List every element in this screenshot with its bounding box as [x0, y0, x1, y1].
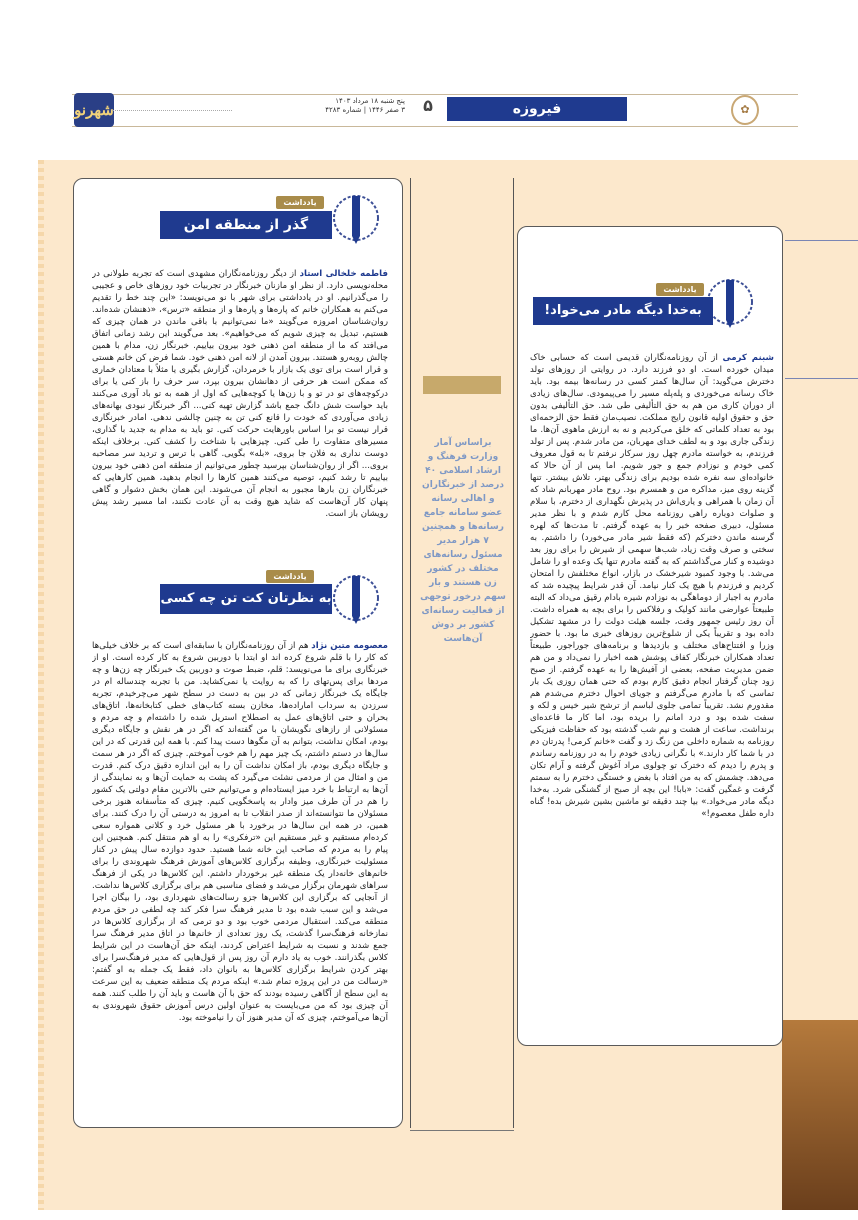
quote-decoration: [423, 376, 501, 394]
article-2-body: [92, 640, 388, 1114]
decorative-rule: [785, 240, 858, 241]
header-dots: [112, 110, 232, 111]
sidebar-quote: براساس آمار وزارت فرهنگ و ارشاد اسلامی ۴۰ درصد از خبرنگاران و اهالی رسانه عضو سامانه جامع رسانه‌ها و همچنین ۷ هزار مدیر مسئول رسانه‌های مختلف در کشور زن هستند و بار سهم درخور توجهی از فعالیت رسانه‌ای کشور بر دوش آن‌هاست: [420, 438, 506, 644]
header-top-rule: [72, 94, 798, 95]
article-1-title: گذر از منطقه امن: [160, 211, 332, 239]
section-title: فیروزه: [447, 97, 627, 121]
article-2-tag: یادداشت: [266, 570, 314, 583]
date-line-2: ۳ صفر ۱۴۴۶ | شماره ۴۲۸۳: [325, 106, 405, 114]
section-emblem-icon: ✿: [731, 95, 759, 125]
page-number: ۵: [423, 96, 433, 115]
header-bottom-rule: [72, 126, 798, 127]
column-divider: [513, 178, 514, 1128]
article-1-tag: یادداشت: [276, 196, 324, 209]
article-2-author: معصومه متین نژاد: [311, 641, 388, 651]
pen-ornament-icon: [332, 568, 380, 628]
article-1-author: فاطمه خلخالی استاد: [299, 269, 388, 279]
column-divider: [410, 178, 411, 1128]
decorative-stripe: [38, 160, 44, 1210]
article-2-text: هم از آن روزنامه‌نگاران با سابقه‌ای است که بر خلاف خیلی‌ها که کار را با قلم شروع کرده اند او ابتدا با دوربین شروع به کار کرده است. او از خبرنگاری برای ما می‌نویسد: قلم، ضبط صوت و دوربین یک خبرنگار چه زن‌ها و چه مردها برای پس‌تهای را که به روایت یا نمی‌کشاید. من با تجربه چندساله ام در جایگاه یک خبرنگار زمانی که در بین به دست در سطح شهر می‌چرخیدم، تجربه سرزدن به سرداب اماراده‌ها، مخازن بسته کتاب‌های خطی کتابخانه‌ها، اتاق‌های بحران و حتی اتاق‌های عمل به اصطلاح استریل شده را داشته‌ام و چه مردم و مسئولانی از رازهای نگویشان با من گفته‌اند که اگر در هر نقش و جایگاه دیگری بودم، امکان نداشت، بتوانم به آن مگوها دست پیدا کنم. با همه این قدرتی که در این سال‌ها در دستم داشتم، یک چیز مهم را هم خوب آموختم. چیزی که اگر در هر سمت و جایگاه دیگری بودم، باز امکان نداشت آن را به این اندازه دقیق درک کنم. قدرت من و امثال من از مردمی نشئت می‌گیرد که پشت به حمایت آن‌ها و به نمایندگی از آن‌ها به ارتباط با خرد میز ایستاده‌ام و می‌توانیم حتی بالاترین مقام دولتی یک کشور را هم در آن طرف میز وادار به پاسخگویی کنیم. چیزی که متأسفانه هنوز برخی مسئولان ما نتوانسته‌اند از صدر انقلاب تا به امروز به درستی آن را درک کنند. برای همین، در همه این سال‌ها در برخورد با هر مسئول خرد و کلانی همواره سعی کرده‌ام مستقیم و غیر مستقیم این «ترفکری» را به او هم منتقل کنم. همچنین این پیام را به مردم که صاحب این خانه شما هستید. حدود دوازده سال پیش در کنار مسئولیت خبرنگاری، وظیفه برگزاری کلاس‌های آموزش فرهنگ شهروندی را برای خانم‌های خانه‌دار یک منطقه غیر برخوردار داشتم. این کلاس‌ها در یکی از فرهنگ سراهای شهرمان برگزار می‌شد و فضای مناسبی هم برای برگزاری کلاس‌ها نداشت. از آنجایی که برگزاری این کلاس‌ها جزو رسالت‌های شهرداری بود، را بیگان اجرا می‌شد و این سبب شده بود تا مدیر فرهنگ سرا فکر کند چه لطفی در حق مردم منطقه می‌کند. استقبال مردمی خوب بود و دو ترمی که از برگزاری کلاس‌ها در نمازخانه فرهنگ‌سرا گذشت، یک روز تعدادی از خانم‌ها در اتاق مدیر فرهنگ سرا جمع شدند و نسبت به شرایط اعتراض کردند، اینکه حق آن‌هاست در این شرایط کلاس بگذرانند. خوب به یاد دارم آن روز پس از قول‌هایی که مدیر فرهنگ‌سرا برای بهتر کردن شرایط برگزاری کلاس‌ها به بانوان داد، فقط یک جمله به او گفتم: «رسالت من در این پروژه تمام شد.» اینکه مردم یک منطقه ضعیف به این سرعت به این سطح از آگاهی رسیده بودند که حق با آن هاست و باید آن را طلب کنند. همه آن چیزی بود که من می‌بایست به عنوان اولین درس آموزش حقوق شهروندی به آن‌ها می‌آموختم، چیزی که آن مدیر هنوز آن را نیاموخته بود.: [92, 641, 388, 1023]
column-bottom-rule: [410, 1130, 514, 1131]
article-3-tag: یادداشت: [656, 283, 704, 296]
article-1-body: [92, 268, 388, 552]
article-3-author: شبنم کرمی: [722, 353, 774, 363]
article-2-title: به نظرتان کت تن چه کسی است؟: [160, 584, 332, 614]
decorative-rule: [785, 378, 858, 379]
newspaper-logo: شهرنو: [74, 93, 114, 127]
article-3-text: از آن روزنامه‌نگاران قدیمی است که حسابی خاک میدان خورده است. او دو فرزند دارد. در روایتی از روزهای تولد دخترش می‌گوید: آن سال‌ها کمتر کسی در رسانه‌ها بیمه بود. باید خاک رسانه می‌خوردی و پله‌پله مسیر را می‌پیمودی. سال‌های زیادی از دوران کاری من هم به حق التألیفی طی شد. حق التألیفی بدون حق و حقوق اولیه قانون رایج مملکت. نصیب‌مان فقط حق الزحمه‌ای بود به تعداد کلماتی که خلق می‌کردیم و نه به ارزش ماهوی آن‌ها. ما زندگی جاری بود و به لطف خدای مهربان، من مادر شدم. پس از تولد فرزندم، به خواسته مادرم چهل روز سرکار نرفتم تا به قول معروف کمی خودم و نوزادم جمع و جور شویم. اما پس از آن حالا که خانواده‌ای سه نفره شده بودیم برای زندگی بهتر، تلاش بیشتر. تنها گزینه روی میز، مداکره من و همسرم بود. روح مادر مهربانم شاد که آن زمان با همراهی و یاری‌اش در پذیرش نگهداری از دخترم، با سلام و صلوات دوباره راهی روزنامه محل کارم شدم و با نظر مدیر مسئول، دبیری صفحه خبر را به عهده گرفتم. تا مدت‌ها که لهره گرسنه ماندن دخترکم (که فقط شیر مادر می‌خورد) را داشتم. به سختی و صرف وقت زیاد، شب‌ها سهمی از شیرش را برای روز بعد دوشیده و کنار می‌گذاشتم که به گفته مادرم تنها یک وعده او را شامل می‌شد. با وجود کمبود شیرخشک در بازار، انواع مختلفش را امتحان کردیم و فرزندم با هیچ یک کنار نیامد. آن قدر شرایط پیچیده شد که مادرم به اجبار از دوماهگی به نوزادم شیره بادام رقیق می‌داد که البته طبیعتاً عوارضی مانند کولیک و رفلاکس را برای بچه به همراه داشت. آن روز رئیس جمهور وقت، جلسه هیئت دولت را در مشهد تشکیل داده بود و تقریباً یکی از شلوغ‌ترین روزهای خبری ما بود. با حضور وزرا و افتتاح‌های مختلف و بازدیدها و برنامه‌های جوراجور، طبیعتاً تعداد همکاران خبرنگار کفاف پوشش همه اخبار را نمی‌داد و من هم ضمن مدیریت صفحه، بعضی از آفیش‌ها را به عهده گرفتم. از صبح زود چنان گرفتار انجام دقیق کارم بودم که حتی همان روزی یک بار تماسی که با مادرم می‌گرفتم و جویای احوال دخترم می‌شدم هم مقدورم نشد. تقریباً تمامی جلوی لباسم از ترشح شیر خیس و لکه و سفت شده بود و درد امانم را بریده بود، اما کار ما قاعده‌ای برنداشت. ساعت از هشت و نیم شب گذشته بود که حفاظت فیزیکی روزنامه به شماره داخلی من زنگ زد و گفت «خانم کرمی! پدرتان دم در با شما کار دارند.» با نگرانی زیادی خودم را به در روزنامه رساندم و پدرم را دیدم که دخترک تو چولوی مراد آغوش گرفته و آرام تکان می‌دهد. چشمش که به من افتاد با بغض و خستگی دخترم را به سمتم گرفت و غمگین گفت: «بابا! این بچه از صبح از گشنگی شرد. به‌خدا دیگه مادر می‌خواد.» بیا چند دقیقه تو ماشین بشین شیرش بده! گناه داره طفل معصوم!»: [530, 353, 774, 819]
article-1-text: از دیگر روزنامه‌نگاران مشهدی است که تجربه طولانی در محله‌نویسی دارد. از نظر او مازنان خبرنگار در تجربیات خود روزهای خاص و عجیبی را می‌گذرانیم. او در یادداشتی برای شهر با نو می‌نویسد: «این چند خط را تقدیم می‌کنم به همکاران خانم که پاره‌ها و پاره‌ها و از منطقه «ترس»، «ذهنشان شده‌اند. روان‌شناسان امروزه می‌گویند «ما نمی‌توانیم با باقی ماندن در همان چیزی که هستیم، تبدیل به چیزی شویم که می‌خواهیم». بعد می‌گویند این رشد زمانی اتفاق می‌افتد که ما از منطقه امن ذهنی خود بیرون بیاییم. خبرنگار زن، مدام با همین چالش روبه‌رو هستند. بیرون آمدن از لانه امن ذهنی خود. شما فرض کن خانم هستی و قرار است برای توی یک بازار با خرمردان، گزارش بگیری یا مثلاً با معتادان خماری که ممکن است هر حرفی از دهانشان بیرون بپرد، سر حرف را باز کنی یا برای درکوچه‌های تو در تو و با زن‌ها یا کوچه‌هایی که اول از همه به تو باد آوری می‌کنند باید حواست شش دانگ جمع باشد گزارش تهیه کنی... اگر خبرنگار نبودی بهانه‌های زیادی می‌آوردی که خودت را قانع کنی تن به چنین چالشی ندهی. امادر خبرنگاری قرار نیست تو برا اساس باورهایت حرکت کنی. تو باید به مدام به جدید با گذاری، مسیرهای متفاوت را طی کنی. چیزهایی با شناخت را کشف کنی. برخلاف اینکه دوست نداری به فلان جا بروی، «بله» بگویی. گاهی با ترس و تردید سر مصاحبه بروی... اگر از روان‌شناسان بپرسید چطور می‌توانیم از منطقه امن ذهنی خود بیرون بیاییم تا رشد کنیم، توصیه می‌کنند همین کارها را انجام بدهید، همین کارهایی که خبرنگاران زن بارها مجبور به انجام آن می‌شوند. این همان بخش دشوار و گاهی پنهان کار آن‌هاست که شاید هیچ وقت به آن عادت نکنند، اما مسیر رشد پیش رویشان باز است.: [92, 269, 388, 519]
article-3-title: به‌خدا دیگه مادر می‌خواد!: [533, 297, 713, 325]
pen-ornament-icon: [706, 272, 754, 332]
date-line-1: پنج شنبه ۱۸ مرداد ۱۴۰۳: [335, 97, 405, 105]
issue-date: [235, 97, 405, 115]
article-3-body: [530, 352, 774, 1042]
partial-photo: [782, 1020, 858, 1210]
pen-ornament-icon: [332, 188, 380, 248]
